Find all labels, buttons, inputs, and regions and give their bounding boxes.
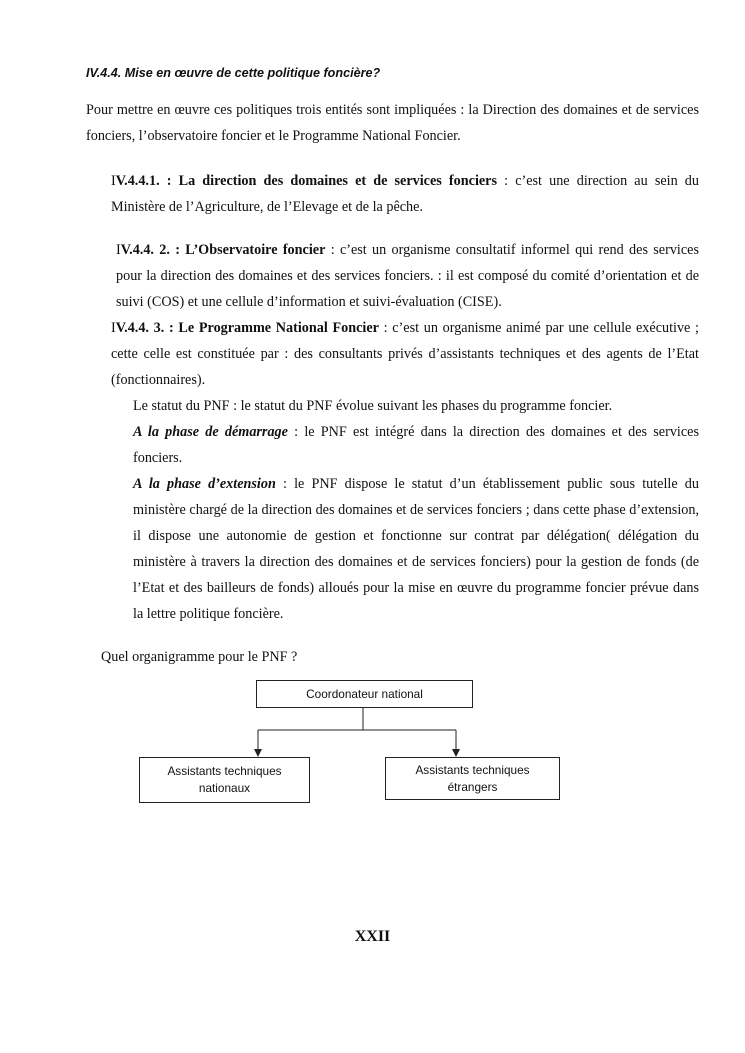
phase-text: : le PNF est intégré dans la direction des domaines et des services fonciers. <box>133 424 699 466</box>
item-text: : c’est un organisme consultatif informel qui rend des services pour la direction des domaines et des services fonciers. : il est composé du comité d’orientation et de suivi (COS) et une cellule d’information et suivi-évaluation (CISE). <box>116 242 699 310</box>
pnf-statut: Le statut du PNF : le statut du PNF évolue suivant les phases du programme foncier. <box>133 398 613 414</box>
intro-paragraph: Pour mettre en œuvre ces politiques trois entités sont impliquées : la Direction des domaines et de services fonciers, l’observatoire foncier et le Programme National Foncier. <box>86 102 699 144</box>
section-heading: IV.4.4. Mise en œuvre de cette politique foncière? <box>86 66 381 80</box>
org-box-coordonateur: Coordonateur national <box>256 680 473 708</box>
item-title: V.4.4.1. : La direction des domaines et de services fonciers <box>115 173 497 189</box>
item-title: V.4.4. 2. : L’Observatoire foncier <box>120 242 326 258</box>
page-number: XXII <box>354 928 391 945</box>
item-title: V.4.4. 3. : Le Programme National Foncier <box>115 320 379 336</box>
item-prefix: I <box>111 173 116 189</box>
phase-text: : le PNF dispose le statut d’un établissement public sous tutelle du ministère chargé de la direction des domaines et de services fonciers ; dans cette phase d’extension, il dispose une autonomie de gestion et fonctionne sur contrat par délégation( délégation du ministère à travers la direction des domaines et de services fonciers) pour la gestion de fonds (de l’Etat et des bailleurs de fonds) alloués pour la mise en œuvre du programme foncier prévue dans la lettre politique foncière. <box>133 476 699 622</box>
item-text: : c’est une direction au sein du Ministère de l’Agriculture, de l’Elevage et de la pêche. <box>111 173 699 215</box>
org-box-assistants-etrangers: Assistants techniques étrangers <box>385 757 560 800</box>
phase-label: A la phase d’extension <box>133 476 276 492</box>
item-text: : c’est un organisme animé par une cellule exécutive ; cette celle est constituée par : des consultants privés d’assistants techniques et des agents de l’Etat (fonctionnaires). <box>111 320 699 388</box>
item-prefix: I <box>116 242 121 258</box>
arrow-down-icon <box>254 749 262 757</box>
organigramme-question: Quel organigramme pour le PNF ? <box>101 649 298 665</box>
org-box-assistants-nationaux: Assistants techniques nationaux <box>139 757 310 803</box>
phase-label: A la phase de démarrage <box>133 424 288 440</box>
arrow-down-icon <box>452 749 460 757</box>
item-prefix: I <box>111 320 116 336</box>
